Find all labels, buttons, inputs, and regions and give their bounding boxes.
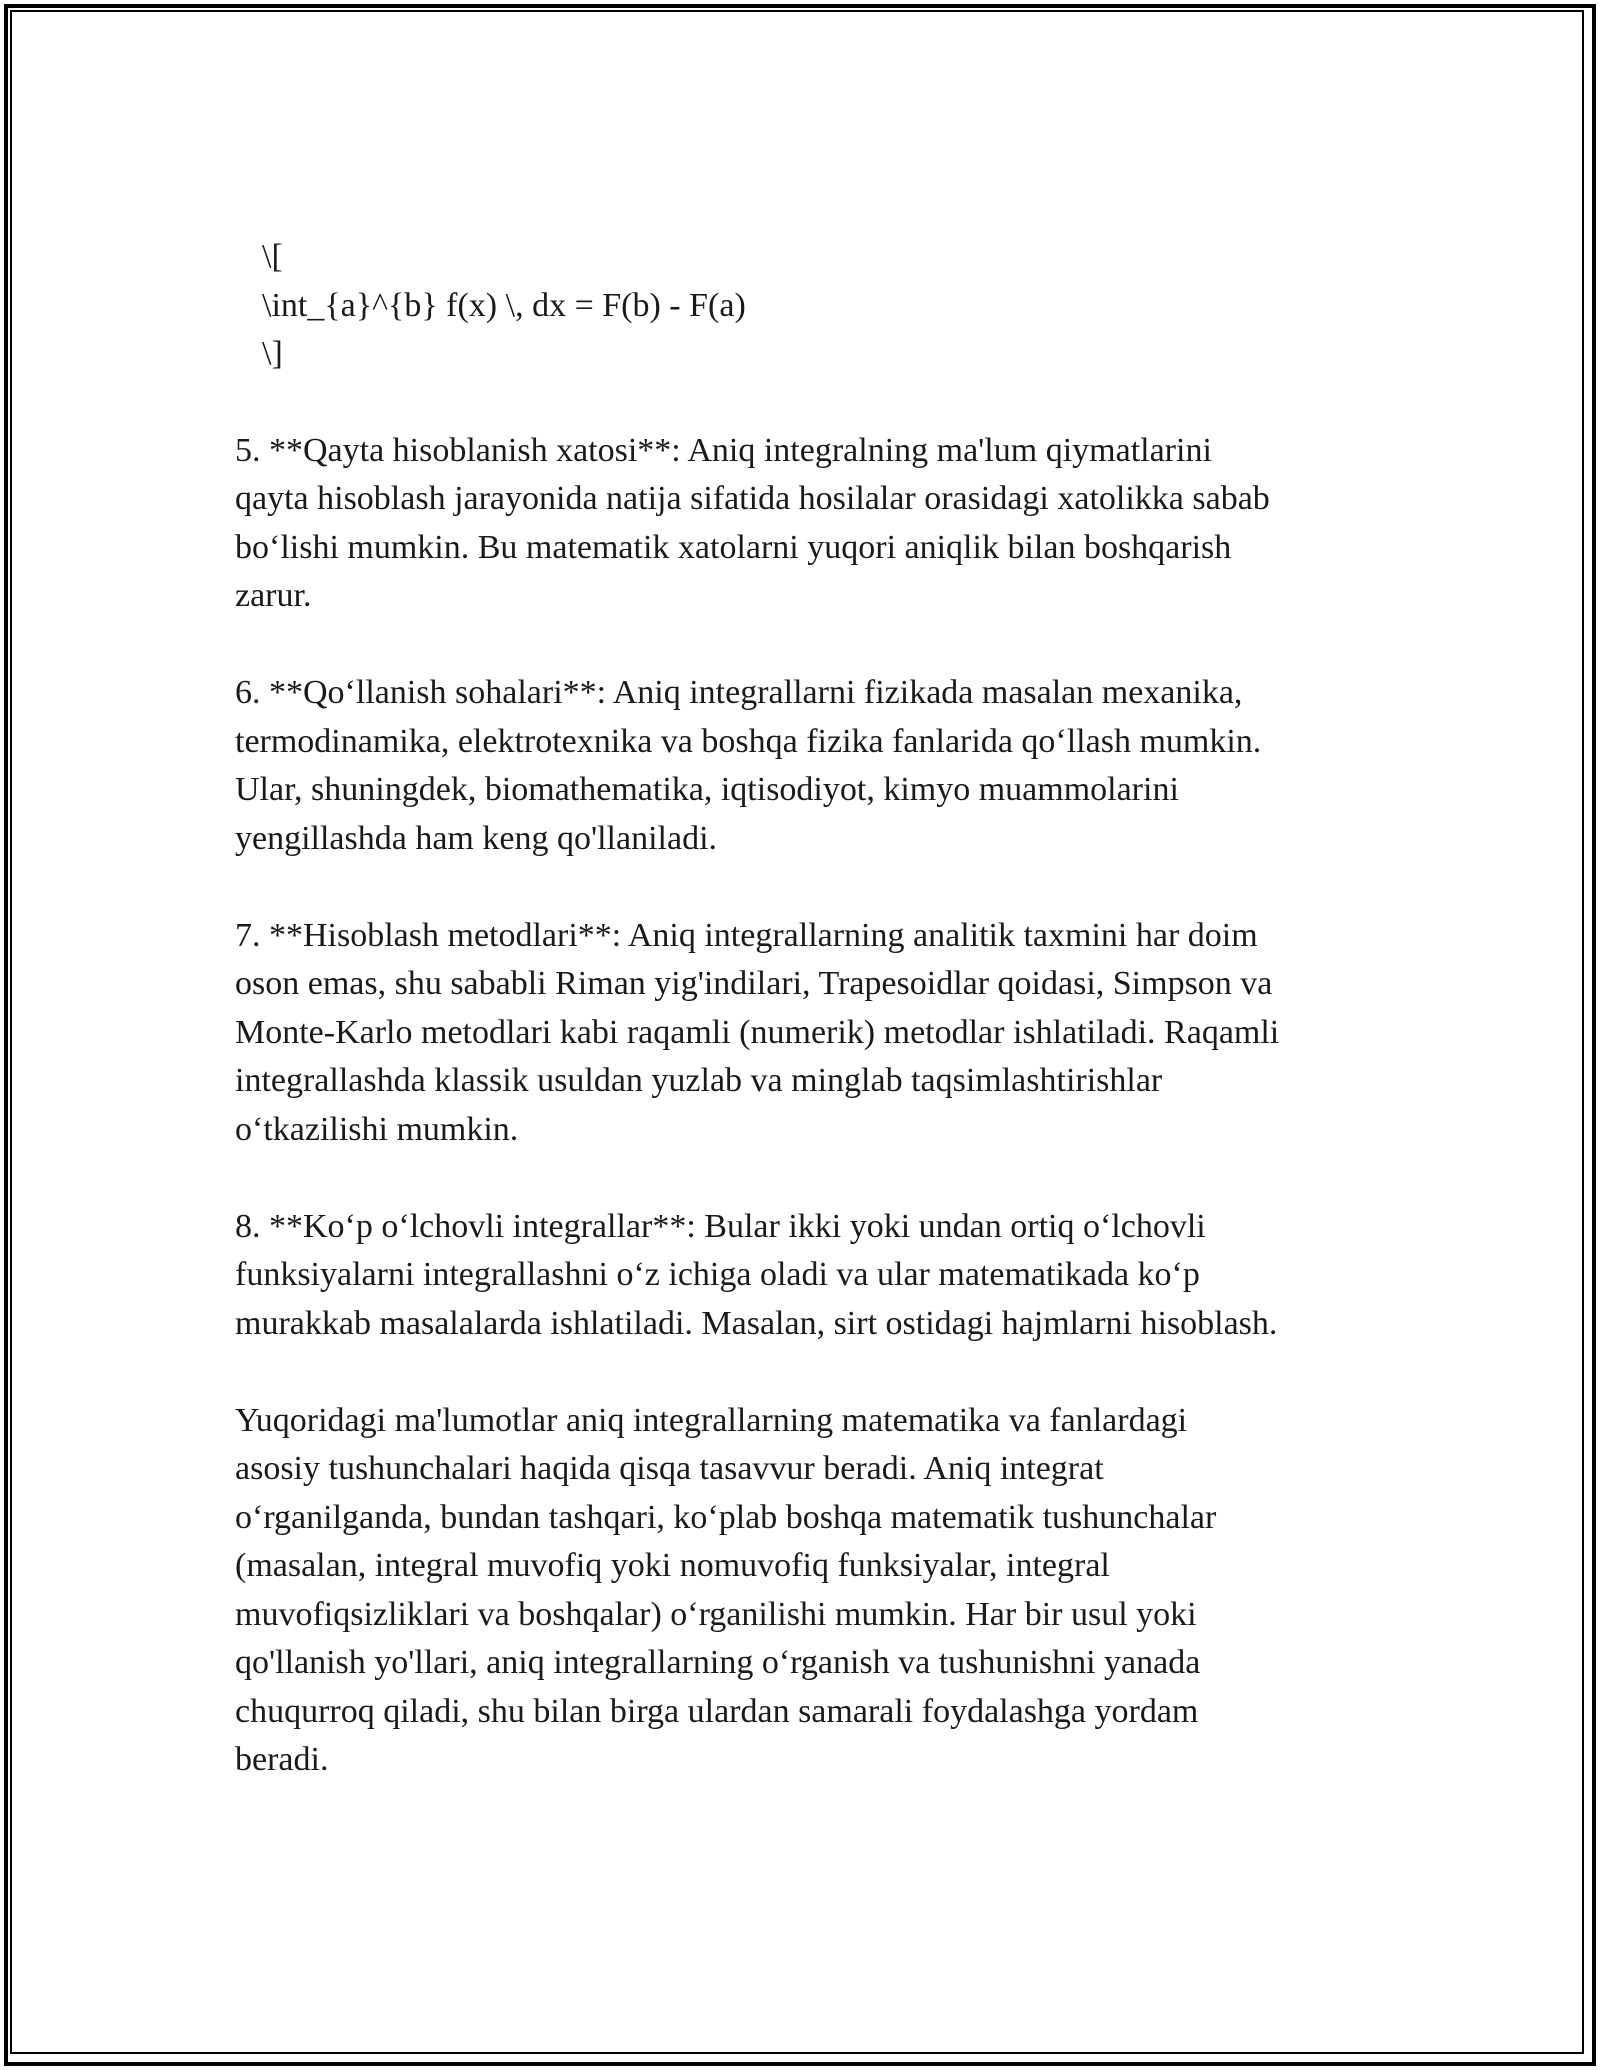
paragraph-line: funksiyalarni integrallashni o‘z ichiga oladi va ular matematikada ko‘p <box>235 1256 1200 1293</box>
paragraph <box>235 912 1375 1155</box>
paragraph-line: 8. **Ko‘p o‘lchovli integrallar**: Bular ikki yoki undan ortiq o‘lchovli <box>235 1207 1206 1245</box>
paragraph-line: yengillashda ham keng qo'llaniladi. <box>235 819 718 857</box>
paragraph-line: Yuqoridagi ma'lumotlar aniq integrallarning matematika va fanlardagi <box>235 1401 1188 1439</box>
paragraph-line: bo‘lishi mumkin. Bu matematik xatolarni yuqori aniqlik bilan boshqarish <box>235 528 1232 566</box>
paragraph-line: 7. **Hisoblash metodlari**: Aniq integrallarning analitik taxmini har doim <box>235 916 1258 954</box>
paragraph-line: 5. **Qayta hisoblanish xatosi**: Aniq integralning ma'lum qiymatlarini <box>235 431 1212 469</box>
formula-open: \[ <box>262 238 283 275</box>
paragraph-line: 6. **Qo‘llanish sohalari**: Aniq integrallarni fizikada masalan mexanika, <box>235 674 1243 711</box>
paragraph-line: termodinamika, elektrotexnika va boshqa fizika fanlarida qo‘llash mumkin. <box>235 722 1262 760</box>
paragraph <box>235 1203 1375 1349</box>
paragraph-line: beradi. <box>235 1741 329 1778</box>
formula-body: \int_{a}^{b} f(x) \, dx = F(b) - F(a) <box>262 286 746 324</box>
paragraph <box>235 669 1375 863</box>
paragraph-line: o‘tkazilishi mumkin. <box>235 1110 519 1148</box>
paragraph-line: Monte-Karlo metodlari kabi raqamli (numerik) metodlar ishlatiladi. Raqamli <box>235 1013 1280 1051</box>
paragraph-line: chuqurroq qiladi, shu bilan birga ulardan samarali foydalashga yordam <box>235 1692 1199 1730</box>
paragraph-list <box>235 427 1375 1785</box>
paragraph-line: qayta hisoblash jarayonida natija sifatida hosilalar orasidagi xatolikka sabab <box>235 480 1270 517</box>
paragraph-line: muvofiqsizliklari va boshqalar) o‘rganilishi mumkin. Har bir usul yoki <box>235 1595 1197 1633</box>
paragraph-line: o‘rganilganda, bundan tashqari, ko‘plab boshqa matematik tushunchalar <box>235 1498 1217 1536</box>
document-body <box>235 233 1375 1833</box>
paragraph-line: qo'llanish yo'llari, aniq integrallarning o‘rganish va tushunishni yanada <box>235 1644 1201 1681</box>
paragraph-line: integrallashda klassik usuldan yuzlab va minglab taqsimlashtirishlar <box>235 1062 1163 1099</box>
formula-close: \] <box>262 335 283 372</box>
paragraph <box>235 1397 1375 1785</box>
paragraph-line: (masalan, integral muvofiq yoki nomuvofiq funksiyalar, integral <box>235 1547 1110 1584</box>
paragraph <box>235 427 1375 621</box>
paragraph-line: zarur. <box>235 577 312 614</box>
paragraph-line: Ular, shuningdek, biomathematika, iqtisodiyot, kimyo muammolarini <box>235 771 1179 808</box>
paragraph-line: asosiy tushunchalari haqida qisqa tasavvur beradi. Aniq integrat <box>235 1450 1104 1487</box>
paragraph-line: murakkab masalalarda ishlatiladi. Masalan, sirt ostidagi hajmlarni hisoblash. <box>235 1304 1278 1342</box>
formula-block <box>235 233 1375 379</box>
paragraph-line: oson emas, shu sababli Riman yig'indilari, Trapesoidlar qoidasi, Simpson va <box>235 965 1273 1002</box>
